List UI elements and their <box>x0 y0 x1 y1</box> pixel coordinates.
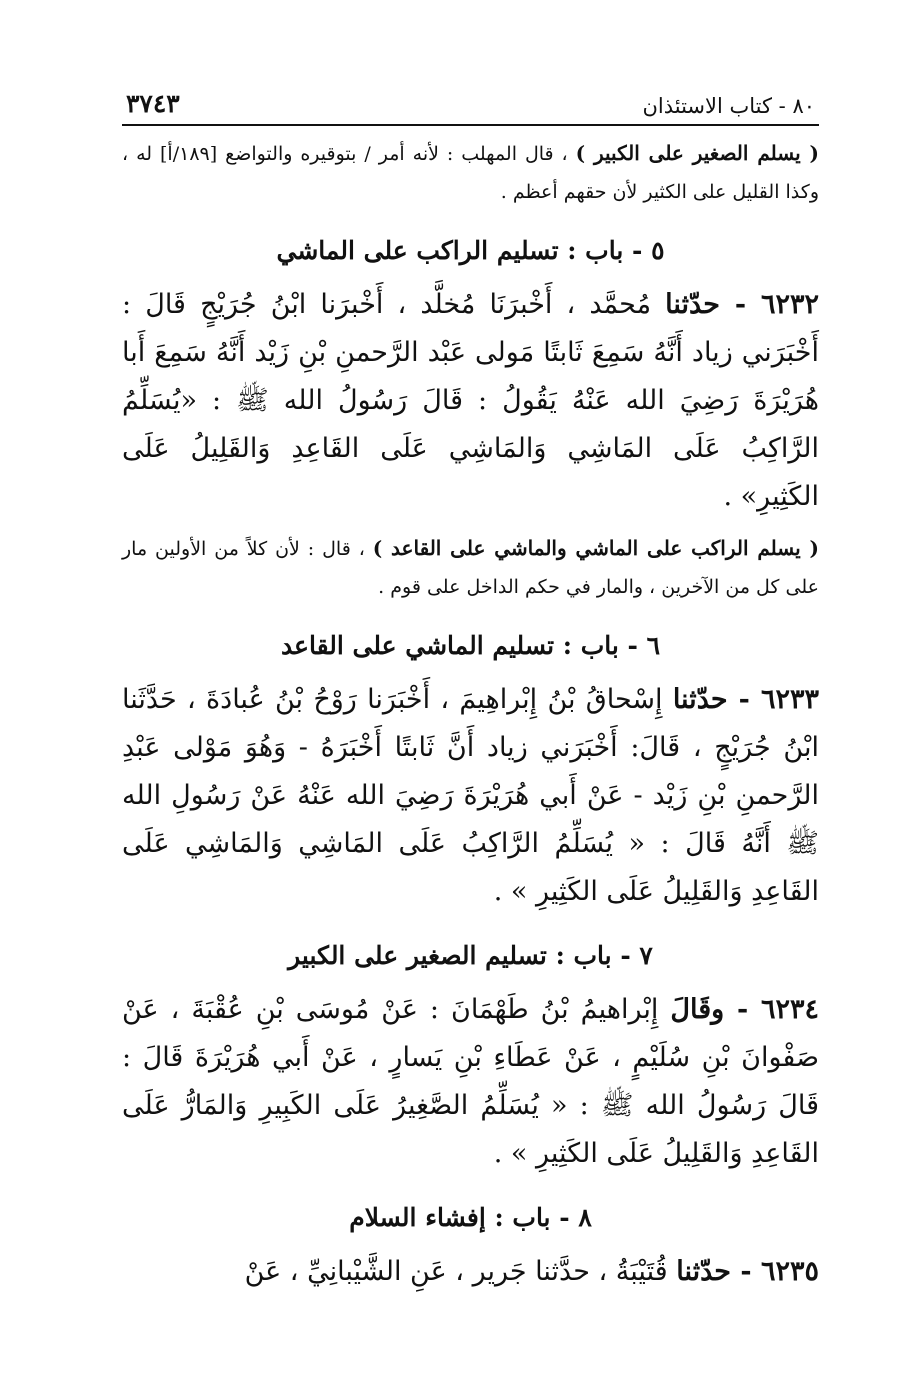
section-heading-7: ٧ - باب : تسليم الصغير على الكبير <box>288 941 653 970</box>
commentary-quote: ( يسلم الراكب على الماشي والماشي على القاعد ) <box>372 536 819 560</box>
hadith-6232 <box>122 281 819 521</box>
page-header <box>122 78 819 126</box>
page-number: ٣٧٤٣ <box>126 89 180 118</box>
commentary-paragraph <box>122 529 819 606</box>
hadith-lead: ٦٢٣٤ - وقَالَ <box>670 994 819 1025</box>
hadith-6233 <box>122 676 819 916</box>
chapter-title: ٨٠ - كتاب الاستئذان <box>642 94 815 118</box>
hadith-text: قُتَيْبَةُ ، حدَّثنا جَرير ، عَنِ الشَّيْبانِيِّ ، عَنْ <box>244 1256 677 1287</box>
commentary-text: ، قال : لأن كلاً من الأولين مار على كل من الآخرين ، والمار في حكم الداخل على قوم . <box>122 538 819 598</box>
section-heading-8: ٨ - باب : إفشاء السلام <box>349 1203 592 1232</box>
hadith-text: إِبْراهيمُ بْنُ طَهْمَانَ : عَنْ مُوسَى بْنِ عُقْبَةَ ، عَنْ صَفْوانَ بْنِ سُلَيْمٍ ، عَنْ عَطَاءِ بْنِ يَسارٍ ، عَنْ أَبي هُرَيْرَةَ قَالَ : قَالَ رَسُولُ الله ﷺ : « يُسَلِّمُ الصَّغِيرُ عَلَى الكَبِيرِ وَالمَارُّ عَلَى القَاعِدِ وَالقَلِيلُ عَلَى الكَثِيرِ » . <box>122 994 819 1169</box>
hadith-lead: ٦٢٣٥ - حدّثنا <box>676 1256 819 1287</box>
commentary-paragraph <box>122 134 819 211</box>
hadith-lead: ٦٢٣٣ - حدّثنا <box>672 684 819 715</box>
section-heading-6: ٦ - باب : تسليم الماشي على القاعد <box>280 631 661 660</box>
hadith-text: إِسْحاقُ بْنُ إِبْراهِيمَ ، أَخْبَرَنا رَوْحُ بْنُ عُبادَةَ ، حَدَّثَنا ابْنُ جُرَيْجٍ ، قَالَ: أَخْبَرَني زياد أَنَّ ثَابتًا أَخْبَرَهُ - وَهُوَ مَوْلى عَبْدِ الرَّحمنِ بْنِ زَيْد - عَنْ أَبي هُرَيْرَةَ رَضِيَ الله عَنْهُ عَنْ رَسُولِ الله ﷺ أَنَّهُ قَالَ : « يُسَلِّمُ الرَّاكِبُ عَلَى المَاشِي وَالمَاشِي عَلَى القَاعِدِ وَالقَلِيلُ عَلَى الكَثِيرِ » . <box>122 684 819 907</box>
hadith-6234 <box>122 986 819 1178</box>
hadith-6235 <box>122 1248 819 1296</box>
commentary-text: ، قال المهلب : لأنه أمر / بتوقيره والتواضع [١٨٩/أ] له ، وكذا القليل على الكثير لأن حقهم أعظم . <box>122 143 819 203</box>
commentary-quote: ( يسلم الصغير على الكبير ) <box>575 141 819 165</box>
section-heading-5: ٥ - باب : تسليم الراكب على الماشي <box>276 236 665 265</box>
hadith-lead: ٦٢٣٢ - حدّثنا <box>665 289 819 320</box>
hadith-text: مُحمَّد ، أَخْبرَنَا مُخلَّد ، أَخْبرَنا ابْنُ جُرَيْجٍ قَالَ : أَخْبَرَني زياد أَنَّهُ سَمِعَ ثَابتًا مَولى عَبْد الرَّحمنِ بْنِ زَيْد أَنَّهُ سَمِعَ أَبا هُرَيْرَةَ رَضِيَ الله عَنْهُ يَقُولُ : قَالَ رَسُولُ الله ﷺ : «يُسَلِّمُ الرَّاكِبُ عَلَى المَاشِي وَالمَاشِي عَلَى القَاعِدِ وَالقَلِيلُ عَلَى الكَثِيرِ» . <box>122 289 819 512</box>
